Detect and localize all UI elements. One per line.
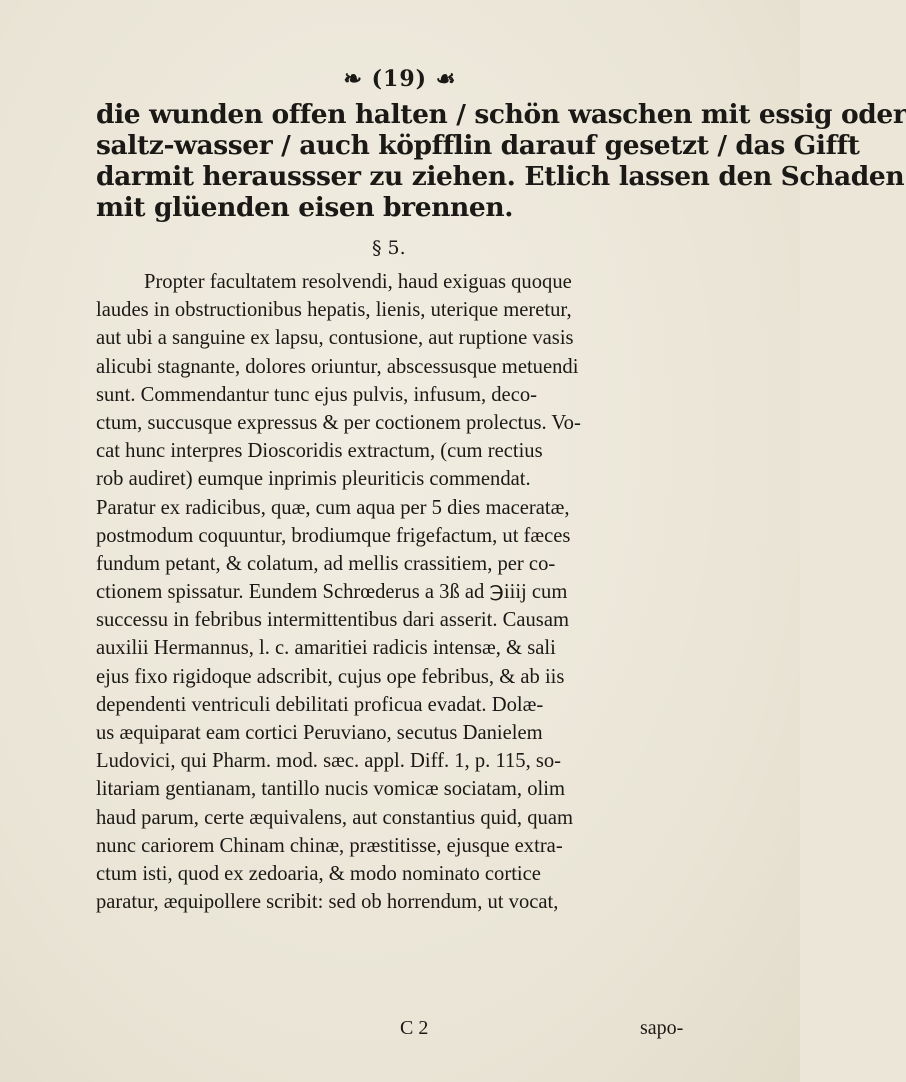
text-line: nunc cariorem Chinam chinæ, præstitisse, ejusque extra- (96, 834, 563, 857)
section-heading: § 5. (372, 237, 406, 259)
text-line: Paratur ex radicibus, quæ, cum aqua per 5 dies maceratæ, (96, 496, 570, 519)
fraktur-line: saltz-wasser / auch köpfflin darauf gesetzt / das Gifft (96, 130, 860, 161)
text-line: ctum, succusque expressus & per coctionem prolectus. Vo- (96, 411, 581, 434)
catchword: sapo- (640, 1017, 684, 1039)
text-line: cat hunc interpres Dioscoridis extractum, (cum rectius (96, 440, 543, 463)
text-line: dependenti ventriculi debilitati proficua evadat. Dolæ- (96, 693, 544, 716)
fraktur-line: mit glüenden eisen brennen. (96, 192, 514, 223)
text-line: aut ubi a sanguine ex lapsu, contusione, aut ruptione vasis (96, 327, 574, 350)
text-line: paratur, æquipollere scribit: sed ob horrendum, ut vocat, (96, 891, 559, 914)
text-line: Propter facultatem resolvendi, haud exiguas quoque (144, 271, 572, 293)
signature-mark: C 2 (400, 1017, 429, 1039)
text-line: auxilii Hermannus, l. c. amaritiei radicis intensæ, & sali (96, 637, 556, 660)
text-line: laudes in obstructionibus hepatis, lienis, uterique meretur, (96, 299, 572, 322)
text-line: successu in febribus intermittentibus dari asserit. Causam (96, 609, 569, 632)
text-line: Ludovici, qui Pharm. mod. sæc. appl. Diff. 1, p. 115, so- (96, 750, 562, 773)
text-line: postmodum coquuntur, brodiumque frigefactum, ut fæces (96, 524, 571, 547)
text-line: ejus fixo rigidoque adscribit, cujus ope febribus, & ab iis (96, 665, 565, 688)
fraktur-line: die wunden offen halten / schön waschen mit essig oder (96, 99, 906, 130)
text-line: ctum isti, quod ex zedoaria, & modo nominato cortice (96, 862, 541, 885)
text-line: alicubi stagnante, dolores oriuntur, abscessusque metuendi (96, 355, 579, 378)
fraktur-line: darmit heraussser zu ziehen. Etlich lassen den Schaden (96, 161, 905, 192)
text-line: rob audiret) eumque inprimis pleuriticis commendat. (96, 468, 531, 491)
text-line: ctionem spissatur. Eundem Schrœderus a 3ß ad ℈iiij cum (96, 581, 568, 604)
text-line: us æquiparat eam cortici Peruviano, secutus Danielem (96, 722, 543, 744)
text-line: haud parum, certe æquivalens, aut constantius quid, quam (96, 806, 573, 829)
latin-paragraph (96, 268, 756, 916)
page-header: ❧ (19) ☙ (343, 66, 457, 92)
text-line: litariam gentianam, tantillo nucis vomicæ sociatam, olim (96, 778, 565, 801)
text-line: sunt. Commendantur tunc ejus pulvis, infusum, deco- (96, 383, 537, 406)
text-line: fundum petant, & colatum, ad mellis crassitiem, per co- (96, 552, 556, 575)
